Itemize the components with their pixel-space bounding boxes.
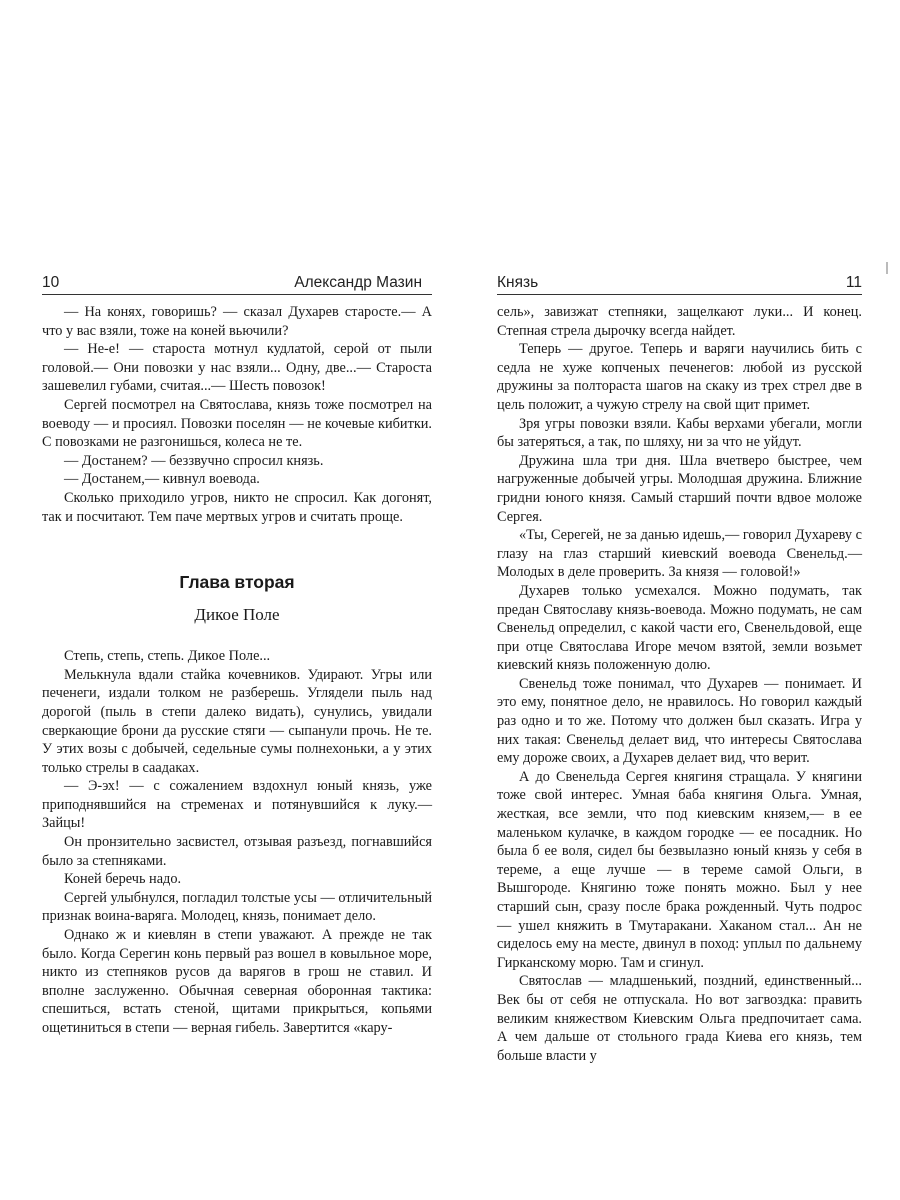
left-page-text [42,303,432,1038]
paragraph: А до Свенельда Сергея княгиня стращала. У княгини тоже свой интерес. Умная баба княгиня Ольга. Умная, жесткая, все земли, что под киевским князем,— в ее маленьком кулачке, в каждом городке — ее посадник. Но была б ее воля, сидел бы безвылазно юный князь у себя в тереме, а еще лучше — в тереме самой Ольги, в Вышгороде. Княгиню тоже понять можно. Был у нее старший сын, сразу после брака рожденный. Чуть подрос — ушел княжить в Тмутаракани. Хаканом стал... Ан не сиделось ему на месте, двинул в поход: уплыл по дальнему Гирканскому морю. Там и сгинул. [497,768,862,971]
right-page-text [497,303,862,1065]
right-page-header [497,272,862,294]
paragraph: Теперь — другое. Теперь и варяги научились бить с седла не хуже копченых печенегов: любой из русской дружины за полтораста шагов на скаку из трех стрел две в цель положит, а чужую стрелу на свой щит примет. [497,341,862,413]
paragraph: Сергей улыбнулся, погладил толстые усы — отличительный признак воина-варяга. Молодец, князь, понимает дело. [42,889,432,925]
paragraph: Степь, степь, степь. Дикое Поле... [64,648,271,665]
page-number: 10 [42,274,60,291]
right-page [497,272,862,1065]
paragraph: Зря угры повозки взяли. Кабы верхами убегали, могли бы затеряться, а так, по шляху, ни за что не уйдут. [497,415,862,451]
running-head-title: Князь [497,274,539,291]
scan-mark [886,262,888,274]
left-page-header [42,272,432,294]
left-page [42,272,432,1038]
paragraph: Святослав — младшенький, поздний, единственный... Век бы от себя не отпускала. Но вот загвоздка: править великим княжеством Киевским Ольга предпочитает сама. А чем дальше от стольного града Киева его князь, тем больше власти у [497,973,862,1064]
paragraph: Он пронзительно засвистел, отзывая разъезд, погнавшийся было за степняками. [42,834,432,869]
paragraph: Дружина шла три дня. Шла вчетверо быстрее, чем нагруженные добычей угры. Молодшая дружина. Ближние гридни юного князя. Самый старший почти вдвое моложе Сергея. [497,452,862,525]
header-rule [42,294,432,295]
paragraph-continuation: сель», завизжат степняки, защелкают луки... И конец. Степная стрела дырочку всегда найдет. [497,304,862,339]
paragraph: Мелькнула вдали стайка кочевников. Удирают. Угры или печенеги, издали толком не разберешь. Углядели пыль над дорогой (пыль в степи далеко видать), сунулись, увидали сверкающие брони да русские стяги — сыпанули прочь. Не те. У этих возы с добычей, седельные сумы полнехоньки, а у этих только стрелы в саадаках. [42,666,432,776]
paragraph: «Ты, Серегей, не за данью идешь,— говорил Духареву с глазу на глаз старший киевский воевода Свенельд.— Молодых в деле проверить. За князя — головой!» [497,527,862,581]
paragraph: Свенельд тоже понимал, что Духарев — понимает. И это ему, понятное дело, не нравилось. Но говорил каждый раз одно и то же. Потому что должен был сказать. Игра у них такая: Свенельд делает вид, что интересы Святослава ему дороже своих, а Духарев делает вид, что верит. [497,675,862,767]
paragraph: Коней беречь надо. [64,871,182,888]
page-number: 11 [845,274,862,291]
paragraph: — Достанем,— кивнул воевода. [64,471,260,488]
paragraph: — На конях, говоришь? — сказал Духарев старосте.— А что у вас взяли, тоже на коней вьючили? [42,304,432,339]
paragraph: Сергей посмотрел на Святослава, князь тоже посмотрел на воеводу — и просиял. Повозки поселян — не кочевые кибитки. С повозками не разгонишься, колеса не те. [42,396,432,451]
paragraph: — Э-эх! — с сожалением вздохнул юный князь, уже приподнявшийся на стременах и потянувшийся к луку.— Зайцы! [42,778,432,832]
header-rule [497,294,862,295]
chapter-title: Глава вторая [179,572,295,593]
running-head-author: Александр Мазин [294,274,422,291]
paragraph: Духарев только усмехался. Можно подумать, так предан Святославу князь-воевода. Можно подумать, не сам Свенельд определил, с какой части его, Свенельдовой, еще при отце Святослава Игоре мечом взятой, земли возьмет киевский князь положенную долю. [497,582,862,674]
paragraph: Однако ж и киевлян в степи уважают. А прежде не так было. Когда Серегин конь первый раз вошел в ковыльное море, никто из степняков русов да варягов в грош не ставил. И вполне заслуженно. Обычная северная оборонная тактика: спешиться, встать стеной, щитами прикрыться, копьями ощетиниться в степи — верная гибель. Завертится «кару- [42,927,432,1036]
paragraph: — Не-е! — староста мотнул кудлатой, серой от пыли головой.— Они повозки у нас взяли... Одну, две...— Староста зашевелил губами, считая...— Шесть повозок! [42,341,432,395]
paragraph: — Достанем? — беззвучно спросил князь. [64,452,324,469]
paragraph: Сколько приходило угров, никто не спросил. Как догонят, так и посчитают. Тем паче мертвых угров и считать проще. [42,489,432,525]
chapter-subtitle: Дикое Поле [194,605,280,625]
